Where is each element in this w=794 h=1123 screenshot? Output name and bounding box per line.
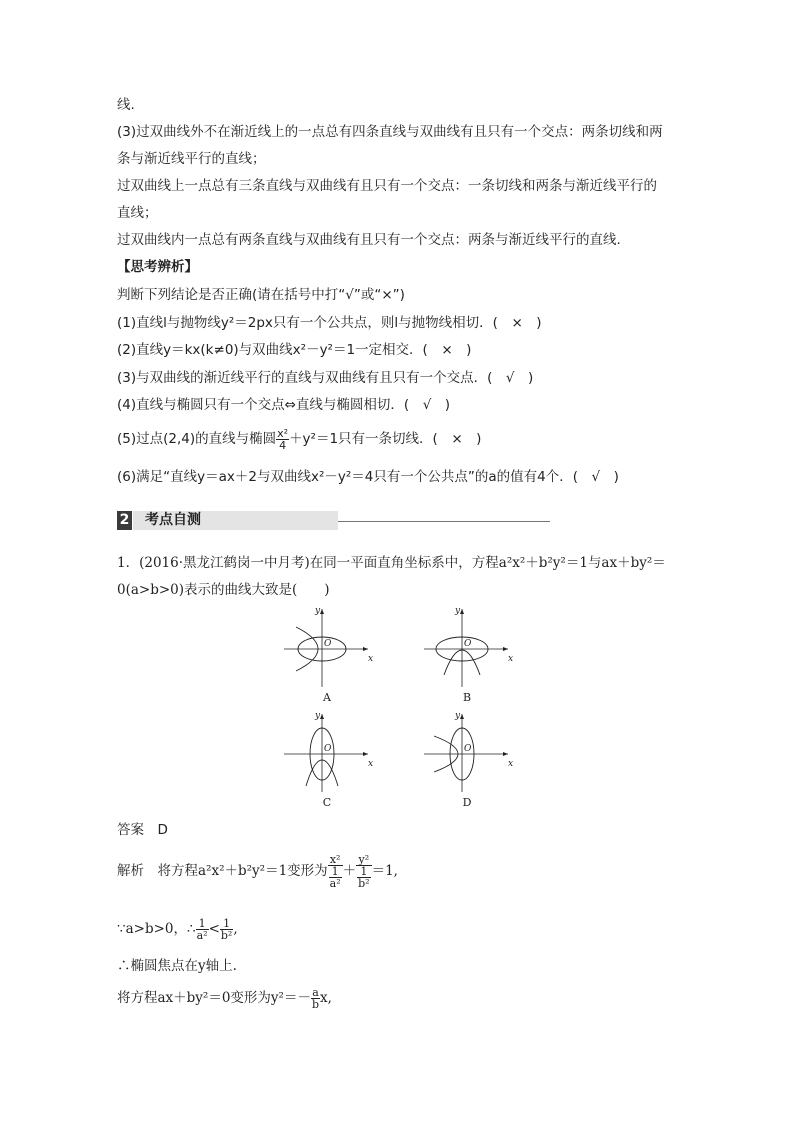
fraction-x2-over-1-a2 — [328, 854, 343, 889]
problem-line-1: 1．(2016·黑龙江鹤岗一中月考)在同一平面直角坐标系中，方程a²x²＋b²y²＝1与ax＋by²＝ — [117, 555, 666, 571]
nested-fraction — [329, 866, 342, 889]
problem-line-2: 0(a>b>0)表示的曲线大致是( ) — [117, 582, 330, 598]
fraction-numerator: x² — [277, 426, 289, 440]
fraction-denominator: b² — [220, 929, 233, 942]
text-line: 线. — [117, 97, 135, 113]
text-line: 直线； — [117, 205, 158, 221]
fraction-denominator: 4 — [279, 438, 287, 452]
fraction-denominator: b² — [358, 877, 370, 890]
judgement-item-2: (2)直线y＝kx(k≠0)与双曲线x²－y²＝1一定相交．( × ) — [117, 342, 472, 358]
fraction-denominator — [356, 866, 371, 889]
section-rule — [338, 521, 550, 522]
origin-label: O — [464, 744, 472, 754]
figure-d-label: D — [462, 796, 472, 809]
less-than-sign: < — [208, 921, 220, 937]
figure-c-label: C — [322, 796, 332, 809]
analysis-line-3: ∴椭圆焦点在y轴上. — [117, 958, 237, 974]
subheading-think: 【思考辨析】 — [117, 259, 198, 275]
item-5-text-a: (5)过点(2,4)的直线与椭圆 — [117, 431, 277, 447]
fraction-numerator: 1 — [220, 918, 233, 930]
fraction-numerator: 1 — [357, 866, 370, 878]
figure-a-label: A — [323, 691, 331, 704]
text-line: 过双曲线内一点总有两条直线与双曲线有且只有一个交点：两条与渐近线平行的直线. — [117, 232, 621, 248]
analysis-text-f: x, — [320, 990, 332, 1006]
axis-label-x: x — [368, 654, 374, 664]
judgement-item-1: (1)直线l与抛物线y²＝2px只有一个公共点，则l与抛物线相切．( × ) — [117, 315, 542, 331]
axis-label-y: y — [315, 711, 321, 721]
figure-c — [282, 710, 372, 810]
analysis-text-b: ＝1, — [371, 863, 398, 879]
figure-b-graph — [422, 605, 512, 690]
origin-label: O — [464, 639, 472, 649]
judgement-item-4: (4)直线与椭圆只有一个交点⇔直线与椭圆相切．( √ ) — [117, 397, 451, 413]
text-line: 过双曲线上一点总有三条直线与双曲线有且只有一个交点：一条切线和两条与渐近线平行的 — [117, 178, 657, 194]
analysis-text-c: ∵a>b>0，∴ — [117, 921, 196, 937]
axis-label-y: y — [315, 606, 321, 616]
judgement-item-5 — [117, 424, 481, 454]
axis-label-x: x — [368, 759, 374, 769]
figure-a — [282, 605, 372, 705]
figure-c-graph — [282, 710, 372, 795]
answer-line: 答案 D — [117, 822, 168, 838]
analysis-text-e: 将方程ax＋by²＝0变形为y²＝－ — [117, 990, 311, 1006]
text-line: 条与渐近线平行的直线； — [117, 151, 266, 167]
text-line: 判断下列结论是否正确(请在括号中打“√”或“×”) — [117, 287, 405, 303]
fraction-numerator: 1 — [329, 866, 342, 878]
plus-sign: ＋ — [342, 863, 357, 879]
fraction-denominator: a² — [329, 877, 341, 890]
analysis-text-d: , — [233, 921, 238, 937]
fraction-denominator: b — [311, 998, 320, 1011]
fraction-1-over-a2 — [196, 918, 209, 941]
analysis-line-2 — [117, 914, 238, 944]
judgement-item-3: (3)与双曲线的渐近线平行的直线与双曲线有且只有一个交点．( √ ) — [117, 370, 534, 386]
origin-label: O — [324, 744, 332, 754]
fraction-numerator: 1 — [196, 918, 209, 930]
fraction-1-over-b2 — [220, 918, 233, 941]
fraction-y2-over-1-b2 — [356, 854, 371, 889]
analysis-line-1 — [117, 846, 398, 900]
origin-label: O — [324, 639, 332, 649]
figure-b — [422, 605, 512, 705]
figure-d — [422, 710, 512, 810]
fraction-a-over-b — [311, 987, 320, 1010]
fraction-numerator: y² — [356, 854, 371, 866]
axis-label-y: y — [455, 711, 461, 721]
judgement-item-6: (6)满足“直线y＝ax＋2与双曲线x²－y²＝4只有一个公共点”的a的值有4个．( √ ) — [117, 469, 619, 485]
analysis-line-4 — [117, 982, 332, 1014]
text-line: (3)过双曲线外不在渐近线上的一点总有四条直线与双曲线有且只有一个交点：两条切线和两 — [117, 124, 663, 140]
section-header — [117, 510, 437, 532]
axis-label-x: x — [508, 654, 514, 664]
figure-d-graph — [422, 710, 512, 795]
fraction-x2-over-4 — [276, 428, 289, 451]
fraction-denominator — [328, 866, 343, 889]
section-number: 2 — [117, 511, 132, 530]
item-5-text-b: ＋y²＝1只有一条切线．( × ) — [289, 431, 482, 447]
figure-b-label: B — [462, 691, 472, 704]
fraction-denominator: a² — [196, 929, 208, 942]
fraction-numerator: a — [312, 986, 319, 999]
fraction-numerator: x² — [328, 854, 343, 866]
axis-label-x: x — [508, 759, 514, 769]
section-title: 考点自测 — [145, 512, 201, 528]
analysis-text-a: 解析 将方程a²x²＋b²y²＝1变形为 — [117, 863, 328, 879]
nested-fraction — [357, 866, 370, 889]
figure-a-graph — [282, 605, 372, 690]
axis-label-y: y — [455, 606, 461, 616]
